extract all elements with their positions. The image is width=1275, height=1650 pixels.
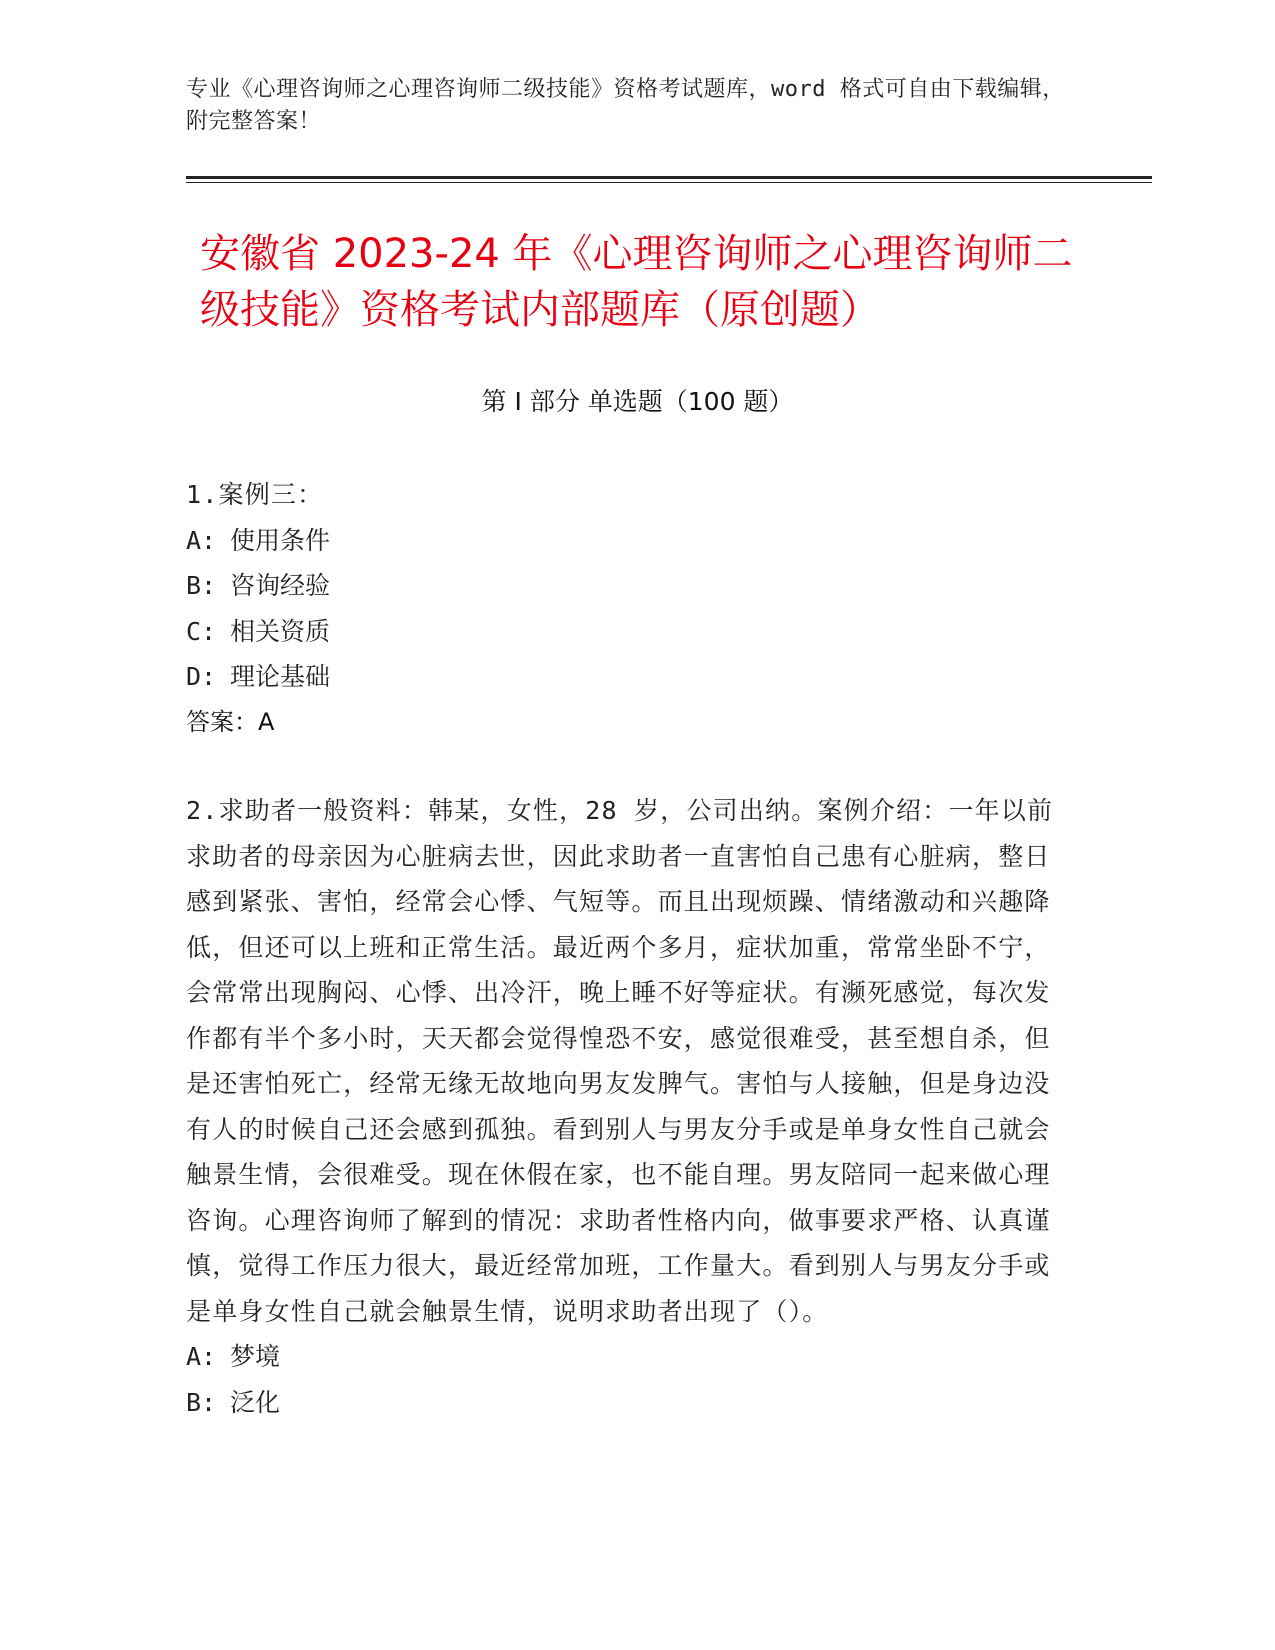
question-stem: 2.求助者一般资料：韩某，女性，28 岁，公司出纳。案例介绍：一年以前求助者的母亲因为心脏病去世，因此求助者一直害怕自己患有心脏病，整日感到紧张、害怕，经常会心悸、气短等。而且出现烦躁、情绪激动和兴趣降低，但还可以上班和正常生活。最近两个多月，症状加重，常常坐卧不宁，会常常出现胸闷、心悸、出冷汗，晚上睡不好等症状。有濒死感觉，每次发作都有半个多小时，天天都会觉得惶恐不安，感觉很难受，甚至想自杀，但是还害怕死亡，经常无缘无故地向男友发脾气。害怕与人接触，但是身边没有人的时候自己还会感到孤独。看到别人与男友分手或是单身女性自己就会触景生情，会很难受。现在休假在家，也不能自理。男友陪同一起来做心理咨询。心理咨询师了解到的情况：求助者性格内向，做事要求严格、认真谨慎，觉得工作压力很大，最近经常加班，工作量大。看到别人与男友分手或是单身女性自己就会触景生情，说明求助者出现了（）。 (186, 796, 1054, 1326)
header-rule-thin (186, 182, 1152, 183)
question-2 (186, 788, 1066, 1425)
document-title: 安徽省 2023-24 年《心理咨询师之心理咨询师二级技能》资格考试内部题库（原创题） (200, 231, 1073, 333)
option-text: 泛化 (230, 1387, 281, 1417)
option-key: C: (186, 616, 217, 646)
option-b (186, 563, 1066, 609)
question-1 (186, 472, 1066, 745)
option-text: 理论基础 (230, 662, 331, 691)
option-b (186, 1380, 1066, 1426)
option-a (186, 1334, 1066, 1380)
option-text: 相关资质 (230, 616, 331, 646)
header-note: 专业《心理咨询师之心理咨询师二级技能》资格考试题库，word 格式可自由下载编辑，附完整答案！ (186, 77, 1065, 134)
option-c (186, 609, 1066, 655)
header-rule-thick (186, 176, 1152, 179)
option-d (186, 654, 1066, 700)
option-text: 咨询经验 (230, 571, 331, 600)
question-stem: 1.案例三： (186, 480, 324, 509)
option-key: A: (186, 1342, 217, 1371)
answer-line: 答案：A (186, 707, 275, 736)
option-text: 使用条件 (230, 525, 331, 555)
option-key: D: (186, 662, 217, 691)
option-key: B: (186, 571, 217, 600)
option-text: 梦境 (230, 1342, 281, 1371)
option-key: A: (186, 525, 217, 555)
option-a (186, 518, 1066, 564)
option-key: B: (186, 1387, 217, 1417)
section-title: 第 I 部分 单选题（100 题） (481, 387, 794, 416)
